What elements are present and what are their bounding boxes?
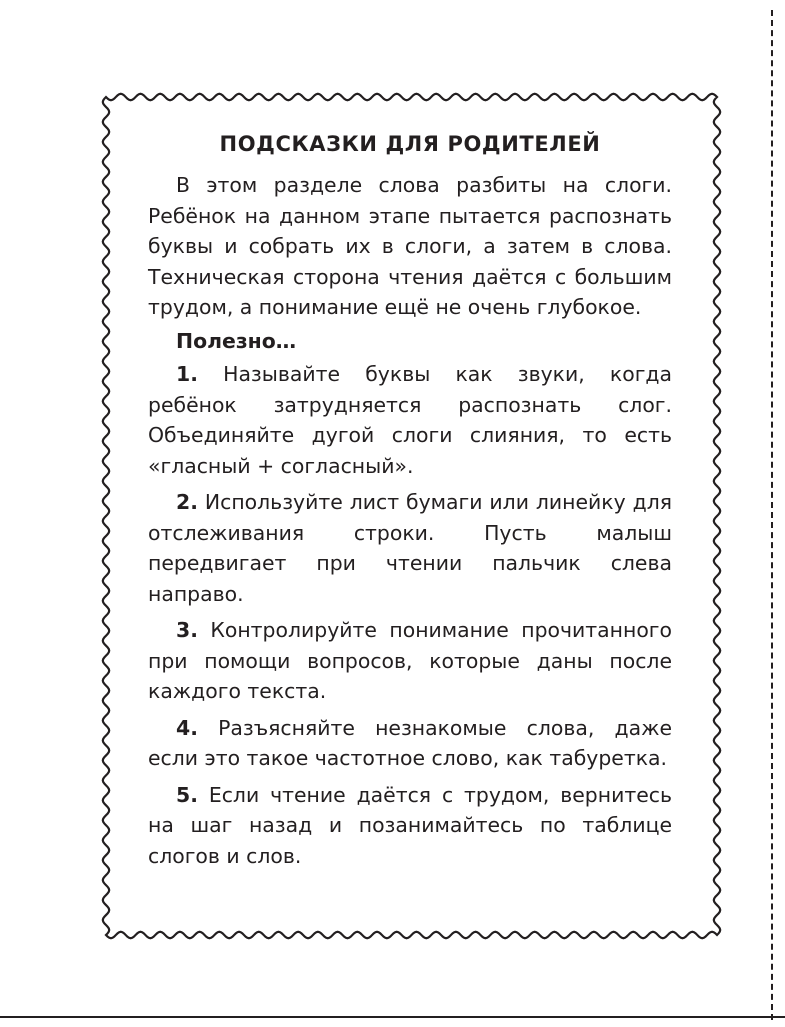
tip-number: 5. (176, 782, 198, 807)
tip-text: Используйте лист бумаги или линейку для отслеживания строки. Пусть малыш передвигает при чтении пальчик слева направо. (148, 490, 673, 606)
tip-text: Называйте буквы как звуки, когда ребёнок затрудняется распознать слог. Объединяйте дугой слоги слияния, то есть «гласный + согласный». (148, 362, 672, 478)
tip-text: Разъясняйте незнакомые слова, даже если это такое частотное слово, как табуретка. (148, 715, 672, 770)
tip-text: Если чтение даётся с трудом, вернитесь на шаг назад и позанимайтесь по таблице слогов и слов. (148, 782, 672, 868)
card-title: ПОДСКАЗКИ ДЛЯ РОДИТЕЛЕЙ (219, 132, 601, 156)
tip-number: 1. (176, 362, 198, 386)
tip-item (148, 487, 672, 609)
dashed-cut-line (771, 10, 773, 1020)
bottom-rule (0, 1016, 785, 1018)
tip-item (148, 713, 672, 774)
tip-number: 4. (176, 715, 198, 740)
intro-paragraph: В этом разделе слова разбиты на слоги. Ребёнок на данном этапе пытается распознать буквы и собрать их в слоги, а затем в слова. Техническая сторона чтения даётся с большим трудом, а понимание ещё не очень глубокое. (148, 173, 672, 319)
tip-item (148, 780, 672, 872)
tip-item (148, 359, 672, 481)
subheading: Полезно… (176, 328, 297, 353)
tip-number: 2. (176, 490, 198, 514)
tip-number: 3. (176, 618, 198, 642)
tip-text: Контролируйте понимание прочитанного при помощи вопросов, которые даны после каждого текста. (148, 618, 672, 703)
parent-tips-card (148, 124, 672, 877)
tip-item (148, 615, 672, 707)
